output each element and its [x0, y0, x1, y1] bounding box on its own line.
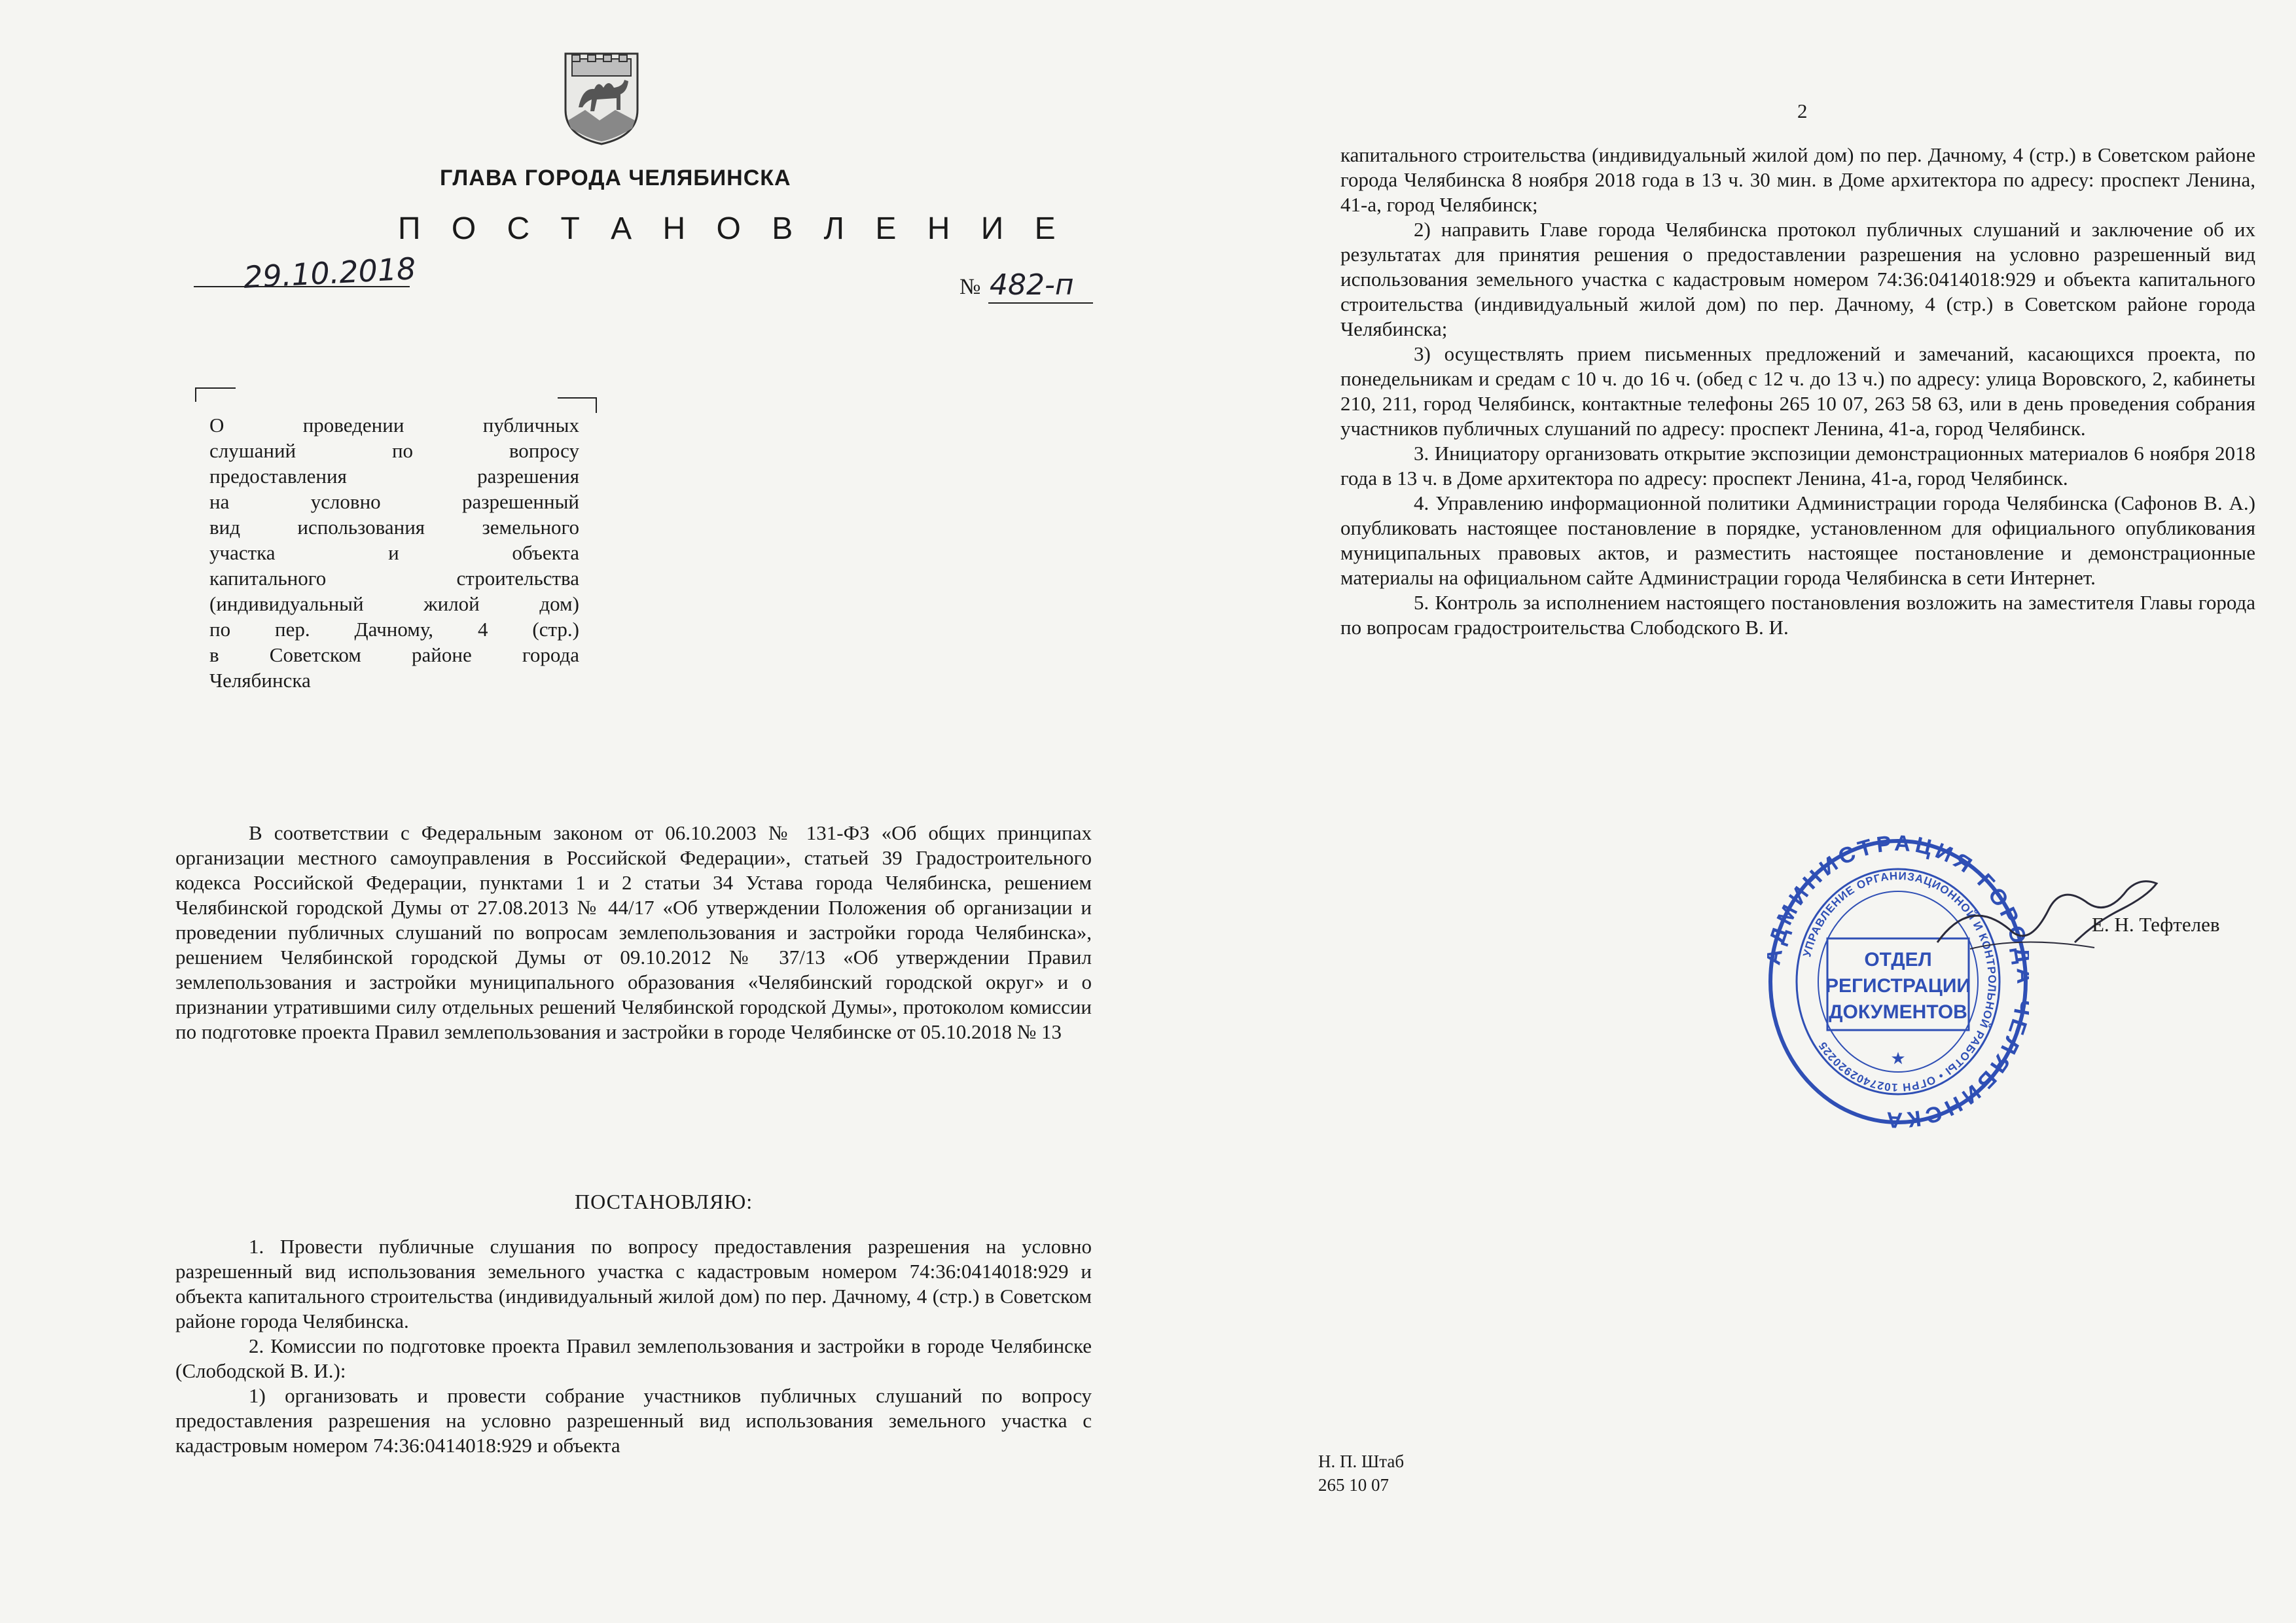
number-handwritten: 482-п	[990, 268, 1074, 302]
item-2-2: 2) направить Главе города Челябинска протокол публичных слушаний и заключение об их результатах для принятия решения о предоставлении разрешения на условно разрешенный вид использования земельного участка с кадастровым номером 74:36:0414018:929 и объекта капитального строительства (индивидуальный жилой дом) по пер. Дачному, 4 (стр.) в Советском районе города Челябинска;	[1340, 218, 2255, 340]
item-4: 4. Управлению информационной политики Администрации города Челябинска (Сафонов В. А.) опубликовать настоящее постановление в порядке, установленном для официального опубликования муниципальных правовых актов, и разместить настоящее постановление и демонстрационные материалы на официальном сайте Администрации города Челябинска в сети Интернет.	[1340, 491, 2255, 589]
coat-of-arms	[563, 47, 640, 145]
preamble-block	[175, 821, 1092, 1044]
subject-line: вид использования земельного	[209, 516, 579, 539]
subject-line: в Советском районе города	[209, 643, 579, 666]
item-3: 3. Инициатору организовать открытие экспозиции демонстрационных материалов 6 ноября 2018 года в 13 ч. в Доме архитектора по адресу: проспект Ленина, 41-а, город Челябинск.	[1340, 442, 2255, 490]
page-number: 2	[1797, 99, 1808, 122]
item-2-3: 3) осуществлять прием письменных предложений и замечаний, касающихся проекта, по понедельникам и средам с 10 ч. до 16 ч. (обед с 12 ч. до 13 ч.) по адресу: улица Воровского, 2, кабинеты 210, 211, город Челябинск, контактные телефоны 265 10 07, 263 58 63, или в день проведения собрания участников публичных слушаний по адресу: проспект Ленина, 41-а, город Челябинск.	[1340, 342, 2255, 440]
right-items-block	[1340, 143, 2255, 640]
item-2: 2. Комиссии по подготовке проекта Правил землепользования и застройки в городе Челябинске (Слободской В. И.):	[175, 1334, 1092, 1382]
subject-line: по пер. Дачному, 4 (стр.)	[209, 618, 579, 641]
preamble-text: В соответствии с Федеральным законом от 06.10.2003 № 131-ФЗ «Об общих принципах организации местного самоуправления в Российской Федерации», статьей 39 Градостроительного кодекса Российской Федерации, пунктами 1 и 2 статьи 34 Устава города Челябинска, решением Челябинской городской Думы от 27.08.2013 № 44/17 «Об утверждении Положения об организации и проведении публичных слушаний по вопросам землепользования и застройки города Челябинска», решением Челябинской городской Думы от 09.10.2012 № 37/13 «Об утверждении Правил землепользования и застройки муниципального образования «Челябинский городской округ» и о признании утратившими силу отдельных решений Челябинской городской Думы», протоколом комиссии по подготовке проекта Правил землепользования и застройки в городе Челябинске от 05.10.2018 № 13	[175, 821, 1092, 1043]
stamp-inner-text: УПРАВЛЕНИЕ ОРГАНИЗАЦИОННОЙ И КОНТРОЛЬНОЙ РАБОТЫ • ОГРН 1027402920225	[1801, 869, 1999, 1094]
bracket-right-vertical	[596, 397, 597, 413]
subject-line: предоставления разрешения	[209, 465, 579, 488]
subject-line: Челябинска	[209, 669, 311, 692]
stamp-center-line: РЕГИСТРАЦИИ	[1825, 975, 1971, 997]
subject-line: (индивидуальный жилой дом)	[209, 592, 579, 615]
date-handwritten: 29.10.2018	[242, 251, 417, 295]
authority-title: ГЛАВА ГОРОДА ЧЕЛЯБИНСКА	[440, 166, 791, 190]
left-items-block	[175, 1234, 1092, 1458]
bracket-top-left	[195, 387, 236, 389]
decree-title: П О С Т А Н О В Л Е Н И Е	[398, 211, 1067, 246]
stamp-center-line: ОТДЕЛ	[1864, 949, 1932, 971]
subject-block	[209, 412, 579, 693]
item-2-1: 1) организовать и провести собрание участников публичных слушаний по вопросу предоставления разрешения на условно разрешенный вид использования земельного участка с кадастровым номером 74:36:0414018:929 и объекта	[175, 1384, 1092, 1457]
stamp-star-icon: ★	[1890, 1049, 1906, 1069]
item-1: 1. Провести публичные слушания по вопросу предоставления разрешения на условно разрешенный вид использования земельного участка с кадастровым номером 74:36:0414018:929 и объекта капитального строительства (индивидуальный жилой дом) по пер. Дачному, 4 (стр.) в Советском районе города Челябинска.	[175, 1235, 1092, 1332]
subject-line: участка и объекта	[209, 541, 579, 564]
bracket-left-vertical	[195, 387, 196, 402]
signature-name: Е. Н. Тефтелев	[2092, 913, 2220, 936]
executor-phone: 265 10 07	[1318, 1475, 1389, 1495]
subject-line: слушаний по вопросу	[209, 439, 579, 462]
number-line	[988, 302, 1093, 304]
stamp-outer-text: ДМИНИСТРАЦИЯ ГОР ЕЛЯБИНСКА	[1767, 831, 2029, 1132]
subject-line: капитального строительства	[209, 567, 579, 590]
item-5: 5. Контроль за исполнением настоящего постановления возложить на заместителя Главы города по вопросам градостроительства Слободского В. И.	[1340, 591, 2255, 639]
stamp-center-line: ДОКУМЕНТОВ	[1829, 1001, 1967, 1023]
subject-line: на условно разрешенный	[209, 490, 579, 513]
resolve-heading: ПОСТАНОВЛЯЮ:	[575, 1190, 753, 1213]
executor-name: Н. П. Штаб	[1318, 1452, 1405, 1471]
item-2-1-continued: капитального строительства (индивидуальный жилой дом) по пер. Дачному, 4 (стр.) в Советском районе города Челябинска 8 ноября 2018 года в 13 ч. 30 мин. в Доме архитектора по адресу: проспект Ленина, 41-а, город Челябинск;	[1340, 143, 2255, 216]
bracket-top-right	[558, 397, 597, 399]
number-prefix: №	[960, 275, 981, 299]
subject-line: О проведении публичных	[209, 414, 579, 437]
